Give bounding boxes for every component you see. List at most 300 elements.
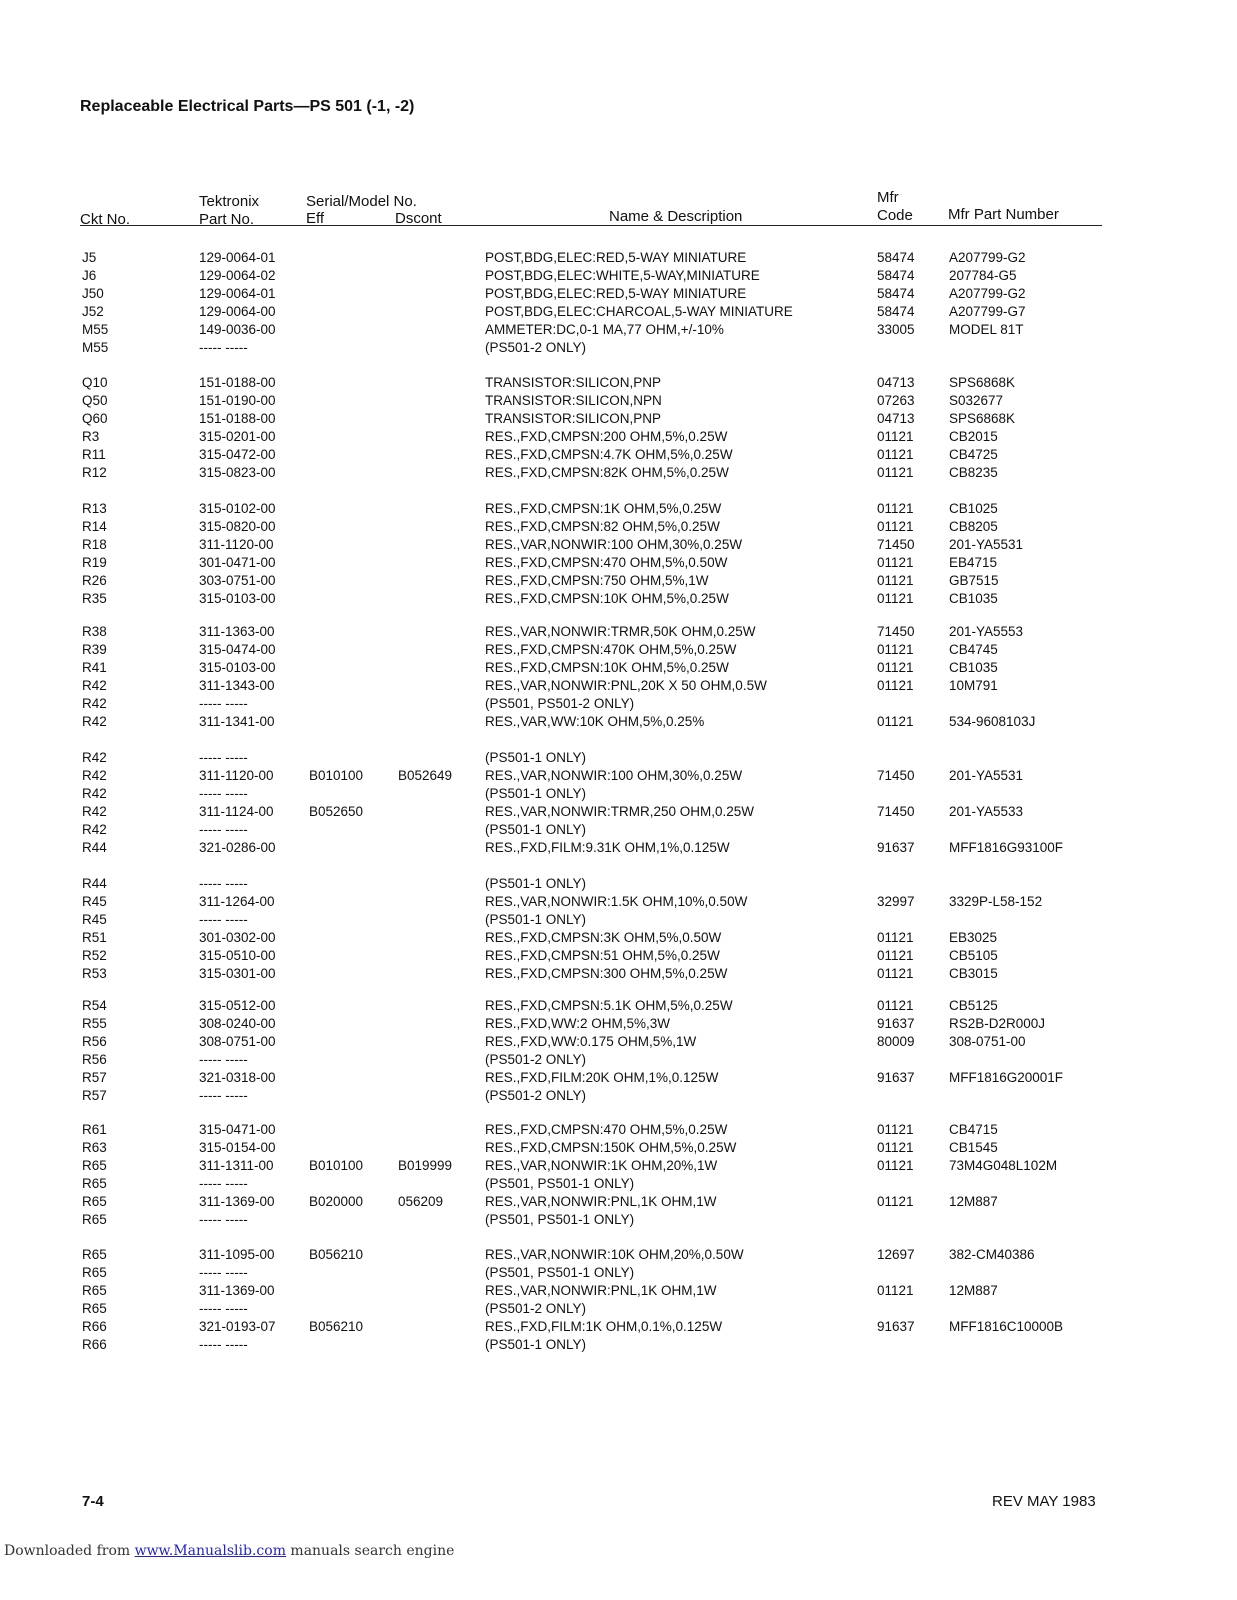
ckt-no: R42 [82,750,107,765]
mfr-code: 71450 [877,537,915,552]
table-row [0,591,1237,609]
table-row [0,1034,1237,1052]
table-row [0,1016,1237,1034]
ckt-no: Q10 [82,375,108,390]
description: RES.,FXD,CMPSN:470 OHM,5%,0.50W [485,555,728,570]
ckt-no: R52 [82,948,107,963]
table-row [0,822,1237,840]
ckt-no: R45 [82,894,107,909]
mfr-part-number: CB8205 [949,519,998,534]
description: (PS501-1 ONLY) [485,876,587,891]
ckt-no: R38 [82,624,107,639]
header-code: Code [877,207,913,224]
ckt-no: R44 [82,840,107,855]
ckt-no: M55 [82,322,109,337]
table-row [0,429,1237,447]
part-no: 315-0823-00 [199,465,276,480]
part-no: 315-0820-00 [199,519,276,534]
serial-eff: B052650 [309,804,364,819]
mfr-code: 58474 [877,304,915,319]
ckt-no: J50 [82,286,104,301]
table-row [0,876,1237,894]
table-row [0,322,1237,340]
part-no: 315-0102-00 [199,501,276,516]
header-mfr-part-number: Mfr Part Number [948,206,1059,223]
mfr-code: 58474 [877,268,915,283]
manualslib-link[interactable]: www.Manualslib.com [134,1543,286,1559]
description: RES.,FXD,CMPSN:82 OHM,5%,0.25W [485,519,720,534]
ckt-no: R45 [82,912,107,927]
part-no: 315-0471-00 [199,1122,276,1137]
table-row [0,1070,1237,1088]
mfr-part-number: MFF1816G93100F [949,840,1064,855]
description: (PS501-2 ONLY) [485,1301,587,1316]
mfr-part-number: 201-YA5531 [949,768,1024,783]
header-name-description: Name & Description [609,208,743,225]
table-row [0,1337,1237,1355]
table-row [0,1319,1237,1337]
mfr-code: 01121 [877,948,914,963]
ckt-no: R66 [82,1319,107,1334]
table-row [0,304,1237,322]
description: TRANSISTOR:SILICON,PNP [485,411,662,426]
part-no: 321-0193-07 [199,1319,276,1334]
description: RES.,FXD,CMPSN:1K OHM,5%,0.25W [485,501,722,516]
ckt-no: R19 [82,555,107,570]
table-row [0,501,1237,519]
part-no: 311-1341-00 [199,714,275,729]
mfr-part-number: MODEL 81T [949,322,1024,337]
mfr-part-number: MFF1816G20001F [949,1070,1064,1085]
mfr-code: 91637 [877,840,915,855]
description: RES.,FXD,FILM:1K OHM,0.1%,0.125W [485,1319,723,1334]
description: RES.,VAR,NONWIR:1K OHM,20%,1W [485,1158,718,1173]
mfr-part-number: RS2B-D2R000J [949,1016,1046,1031]
table-row [0,411,1237,429]
part-no: 311-1120-00 [199,537,274,552]
mfr-code: 12697 [877,1247,915,1262]
header-mfr: Mfr [877,189,899,206]
part-no: 311-1095-00 [199,1247,275,1262]
ckt-no: R56 [82,1052,107,1067]
mfr-code: 01121 [877,1283,914,1298]
ckt-no: R12 [82,465,107,480]
part-no: 311-1311-00 [199,1158,274,1173]
ckt-no: R65 [82,1212,107,1227]
ckt-no: J5 [82,250,97,265]
table-row [0,1176,1237,1194]
mfr-code: 01121 [877,660,914,675]
mfr-code: 07263 [877,393,915,408]
ckt-no: R42 [82,696,107,711]
part-no: 315-0474-00 [199,642,276,657]
part-no: ----- ----- [199,1212,248,1227]
part-no: 311-1120-00 [199,768,274,783]
mfr-code: 01121 [877,714,914,729]
mfr-part-number: S032677 [949,393,1004,408]
part-no: 315-0201-00 [199,429,276,444]
table-row [0,768,1237,786]
description: RES.,VAR,NONWIR:10K OHM,20%,0.50W [485,1247,744,1262]
mfr-part-number: 12M887 [949,1194,998,1209]
mfr-part-number: EB3025 [949,930,998,945]
part-no: 311-1343-00 [199,678,275,693]
table-row [0,393,1237,411]
mfr-code: 91637 [877,1016,915,1031]
description: POST,BDG,ELEC:WHITE,5-WAY,MINIATURE [485,268,760,283]
part-no: 301-0302-00 [199,930,276,945]
mfr-part-number: SPS6868K [949,375,1016,390]
mfr-part-number: 73M4G048L102M [949,1158,1058,1173]
table-row [0,1301,1237,1319]
part-no: 129-0064-02 [199,268,276,283]
table-row [0,1247,1237,1265]
ckt-no: R42 [82,678,107,693]
table-row [0,714,1237,732]
mfr-code: 01121 [877,555,914,570]
mfr-part-number: 10M791 [949,678,998,693]
part-no: 315-0512-00 [199,998,276,1013]
ckt-no: R57 [82,1070,107,1085]
mfr-code: 01121 [877,930,914,945]
description: RES.,FXD,FILM:9.31K OHM,1%,0.125W [485,840,730,855]
ckt-no: R65 [82,1158,107,1173]
table-row [0,894,1237,912]
header-dscont: Dscont [395,210,442,227]
mfr-part-number: CB3015 [949,966,998,981]
mfr-part-number: MFF1816C10000B [949,1319,1064,1334]
mfr-part-number: 201-YA5531 [949,537,1024,552]
ckt-no: R3 [82,429,100,444]
part-no: 151-0188-00 [199,375,276,390]
ckt-no: R54 [82,998,107,1013]
part-no: ----- ----- [199,340,248,355]
ckt-no: Q60 [82,411,108,426]
part-no: 315-0103-00 [199,660,276,675]
table-row [0,375,1237,393]
table-row [0,537,1237,555]
header-part-no: Part No. [199,211,255,228]
mfr-code: 33005 [877,322,915,337]
mfr-part-number: 12M887 [949,1283,998,1298]
mfr-part-number: CB1035 [949,591,998,606]
description: (PS501-1 ONLY) [485,786,587,801]
part-no: 311-1369-00 [199,1283,275,1298]
ckt-no: R41 [82,660,107,675]
ckt-no: R44 [82,876,107,891]
description: RES.,VAR,NONWIR:100 OHM,30%,0.25W [485,768,743,783]
part-no: ----- ----- [199,1052,248,1067]
table-row [0,555,1237,573]
description: (PS501-1 ONLY) [485,750,587,765]
part-no: 315-0510-00 [199,948,276,963]
description: POST,BDG,ELEC:RED,5-WAY MINIATURE [485,250,747,265]
description: RES.,FXD,CMPSN:5.1K OHM,5%,0.25W [485,998,733,1013]
mfr-part-number: CB4725 [949,447,998,462]
table-row [0,624,1237,642]
mfr-code: 01121 [877,1122,914,1137]
mfr-part-number: CB1025 [949,501,998,516]
description: (PS501-1 ONLY) [485,822,587,837]
table-row [0,966,1237,984]
description: POST,BDG,ELEC:RED,5-WAY MINIATURE [485,286,747,301]
part-no: 311-1264-00 [199,894,275,909]
description: RES.,VAR,NONWIR:1.5K OHM,10%,0.50W [485,894,748,909]
ckt-no: R65 [82,1176,107,1191]
part-no: ----- ----- [199,786,248,801]
description: (PS501-1 ONLY) [485,1337,587,1352]
part-no: 311-1363-00 [199,624,275,639]
table-row [0,840,1237,858]
ckt-no: R65 [82,1301,107,1316]
ckt-no: R61 [82,1122,107,1137]
description: RES.,VAR,NONWIR:PNL,1K OHM,1W [485,1283,717,1298]
ckt-no: M55 [82,340,109,355]
mfr-part-number: CB8235 [949,465,998,480]
mfr-part-number: 308-0751-00 [949,1034,1026,1049]
part-no: ----- ----- [199,912,248,927]
description: (PS501-2 ONLY) [485,1088,587,1103]
serial-eff: B010100 [309,768,364,783]
mfr-part-number: CB5125 [949,998,998,1013]
description: RES.,FXD,CMPSN:10K OHM,5%,0.25W [485,591,729,606]
description: RES.,FXD,WW:0.175 OHM,5%,1W [485,1034,697,1049]
description: (PS501, PS501-1 ONLY) [485,1176,635,1191]
table-row [0,696,1237,714]
part-no: 321-0286-00 [199,840,276,855]
mfr-part-number: CB4745 [949,642,998,657]
mfr-code: 71450 [877,804,915,819]
ckt-no: R66 [82,1337,107,1352]
table-row [0,250,1237,268]
description: RES.,VAR,NONWIR:TRMR,50K OHM,0.25W [485,624,756,639]
table-row [0,268,1237,286]
description: (PS501, PS501-1 ONLY) [485,1212,635,1227]
part-no: 308-0240-00 [199,1016,276,1031]
description: RES.,FXD,CMPSN:470K OHM,5%,0.25W [485,642,737,657]
table-row [0,1212,1237,1230]
part-no: 129-0064-00 [199,304,276,319]
table-row [0,1140,1237,1158]
serial-eff: B056210 [309,1247,364,1262]
table-row [0,1283,1237,1301]
serial-eff: B020000 [309,1194,364,1209]
description: RES.,VAR,NONWIR:PNL,1K OHM,1W [485,1194,717,1209]
mfr-part-number: CB5105 [949,948,998,963]
mfr-part-number: A207799-G7 [949,304,1026,319]
ckt-no: R11 [82,447,106,462]
part-no: 301-0471-00 [199,555,276,570]
table-row [0,1122,1237,1140]
mfr-code: 01121 [877,1194,914,1209]
description: TRANSISTOR:SILICON,NPN [485,393,662,408]
ckt-no: Q50 [82,393,108,408]
part-no: 315-0103-00 [199,591,276,606]
ckt-no: J52 [82,304,104,319]
description: RES.,VAR,WW:10K OHM,5%,0.25% [485,714,705,729]
ckt-no: R56 [82,1034,107,1049]
serial-dscont: B052649 [398,768,453,783]
description: RES.,FXD,CMPSN:3K OHM,5%,0.50W [485,930,722,945]
mfr-part-number: EB4715 [949,555,998,570]
ckt-no: R57 [82,1088,107,1103]
table-row [0,660,1237,678]
mfr-part-number: 201-YA5553 [949,624,1024,639]
part-no: 315-0154-00 [199,1140,276,1155]
mfr-code: 80009 [877,1034,915,1049]
mfr-code: 01121 [877,591,914,606]
description: RES.,FXD,CMPSN:82K OHM,5%,0.25W [485,465,729,480]
part-no: 311-1124-00 [199,804,274,819]
mfr-code: 01121 [877,501,914,516]
part-no: ----- ----- [199,1088,248,1103]
mfr-code: 71450 [877,624,915,639]
part-no: ----- ----- [199,822,248,837]
mfr-code: 01121 [877,429,914,444]
ckt-no: J6 [82,268,97,283]
mfr-code: 71450 [877,768,915,783]
mfr-code: 01121 [877,1158,914,1173]
table-row [0,1052,1237,1070]
mfr-code: 58474 [877,250,915,265]
mfr-part-number: A207799-G2 [949,286,1026,301]
description: (PS501, PS501-2 ONLY) [485,696,635,711]
revision-date: REV MAY 1983 [992,1493,1096,1510]
ckt-no: R63 [82,1140,107,1155]
serial-dscont: B019999 [398,1158,453,1173]
mfr-code: 91637 [877,1319,915,1334]
mfr-code: 01121 [877,465,914,480]
ckt-no: R42 [82,822,107,837]
table-row [0,1088,1237,1106]
description: RES.,FXD,CMPSN:51 OHM,5%,0.25W [485,948,720,963]
mfr-part-number: 382-CM40386 [949,1247,1035,1262]
ckt-no: R42 [82,768,107,783]
table-row [0,1194,1237,1212]
table-row [0,998,1237,1016]
mfr-code: 01121 [877,678,914,693]
table-row [0,340,1237,358]
description: (PS501-2 ONLY) [485,340,587,355]
table-row [0,1265,1237,1283]
serial-dscont: 056209 [398,1194,444,1209]
ckt-no: R65 [82,1247,107,1262]
header-ckt-no: Ckt No. [80,211,131,228]
mfr-part-number: CB2015 [949,429,998,444]
serial-eff: B056210 [309,1319,364,1334]
ckt-no: R14 [82,519,107,534]
table-row [0,912,1237,930]
mfr-code: 01121 [877,998,914,1013]
description: RES.,FXD,CMPSN:200 OHM,5%,0.25W [485,429,728,444]
part-no: ----- ----- [199,1337,248,1352]
part-no: ----- ----- [199,696,248,711]
mfr-part-number: 534-9608103J [949,714,1036,729]
mfr-code: 04713 [877,375,915,390]
mfr-code: 01121 [877,642,914,657]
mfr-code: 91637 [877,1070,915,1085]
ckt-no: R42 [82,714,107,729]
description: RES.,FXD,CMPSN:4.7K OHM,5%,0.25W [485,447,733,462]
description: RES.,FXD,CMPSN:300 OHM,5%,0.25W [485,966,728,981]
description: (PS501-1 ONLY) [485,912,587,927]
mfr-code: 01121 [877,1140,914,1155]
ckt-no: R65 [82,1194,107,1209]
download-note [4,1543,454,1559]
header-eff: Eff [306,210,325,227]
description: TRANSISTOR:SILICON,PNP [485,375,662,390]
table-row [0,447,1237,465]
part-no: 308-0751-00 [199,1034,276,1049]
description: RES.,FXD,WW:2 OHM,5%,3W [485,1016,671,1031]
ckt-no: R35 [82,591,107,606]
mfr-code: 01121 [877,447,914,462]
header-tektronix: Tektronix [199,193,260,210]
part-no: 151-0188-00 [199,411,276,426]
mfr-part-number: CB4715 [949,1122,998,1137]
mfr-code: 32997 [877,894,915,909]
table-row [0,948,1237,966]
table-row [0,286,1237,304]
mfr-part-number: CB1035 [949,660,998,675]
description: RES.,VAR,NONWIR:PNL,20K X 50 OHM,0.5W [485,678,767,693]
description: RES.,FXD,CMPSN:470 OHM,5%,0.25W [485,1122,728,1137]
table-row [0,930,1237,948]
description: RES.,VAR,NONWIR:TRMR,250 OHM,0.25W [485,804,755,819]
description: POST,BDG,ELEC:CHARCOAL,5-WAY MINIATURE [485,304,793,319]
serial-eff: B010100 [309,1158,364,1173]
mfr-part-number: GB7515 [949,573,999,588]
table-row [0,519,1237,537]
part-no: ----- ----- [199,750,248,765]
part-no: 315-0472-00 [199,447,276,462]
download-suffix: manuals search engine [285,1543,455,1559]
mfr-part-number: CB1545 [949,1140,998,1155]
ckt-no: R65 [82,1283,107,1298]
part-no: ----- ----- [199,876,248,891]
part-no: 315-0301-00 [199,966,276,981]
mfr-code: 01121 [877,966,914,981]
mfr-part-number: SPS6868K [949,411,1016,426]
ckt-no: R53 [82,966,107,981]
ckt-no: R18 [82,537,107,552]
description: (PS501-2 ONLY) [485,1052,587,1067]
ckt-no: R42 [82,804,107,819]
mfr-part-number: 201-YA5533 [949,804,1024,819]
description: RES.,FXD,CMPSN:150K OHM,5%,0.25W [485,1140,737,1155]
part-no: ----- ----- [199,1176,248,1191]
ckt-no: R51 [82,930,107,945]
table-row [0,678,1237,696]
table-row [0,465,1237,483]
description: RES.,FXD,CMPSN:10K OHM,5%,0.25W [485,660,729,675]
description: AMMETER:DC,0-1 MA,77 OHM,+/-10% [485,322,724,337]
download-prefix: Downloaded from [4,1543,135,1559]
part-no: 149-0036-00 [199,322,276,337]
part-no: 151-0190-00 [199,393,276,408]
description: RES.,FXD,FILM:20K OHM,1%,0.125W [485,1070,719,1085]
page-title: Replaceable Electrical Parts—PS 501 (-1, -2) [80,98,415,115]
page-number: 7-4 [82,1493,104,1510]
mfr-part-number: A207799-G2 [949,250,1026,265]
part-no: 129-0064-01 [199,286,276,301]
mfr-part-number: 207784-G5 [949,268,1017,283]
ckt-no: R26 [82,573,107,588]
description: (PS501, PS501-1 ONLY) [485,1265,635,1280]
mfr-code: 04713 [877,411,915,426]
part-no: 311-1369-00 [199,1194,275,1209]
mfr-part-number: 3329P-L58-152 [949,894,1043,909]
